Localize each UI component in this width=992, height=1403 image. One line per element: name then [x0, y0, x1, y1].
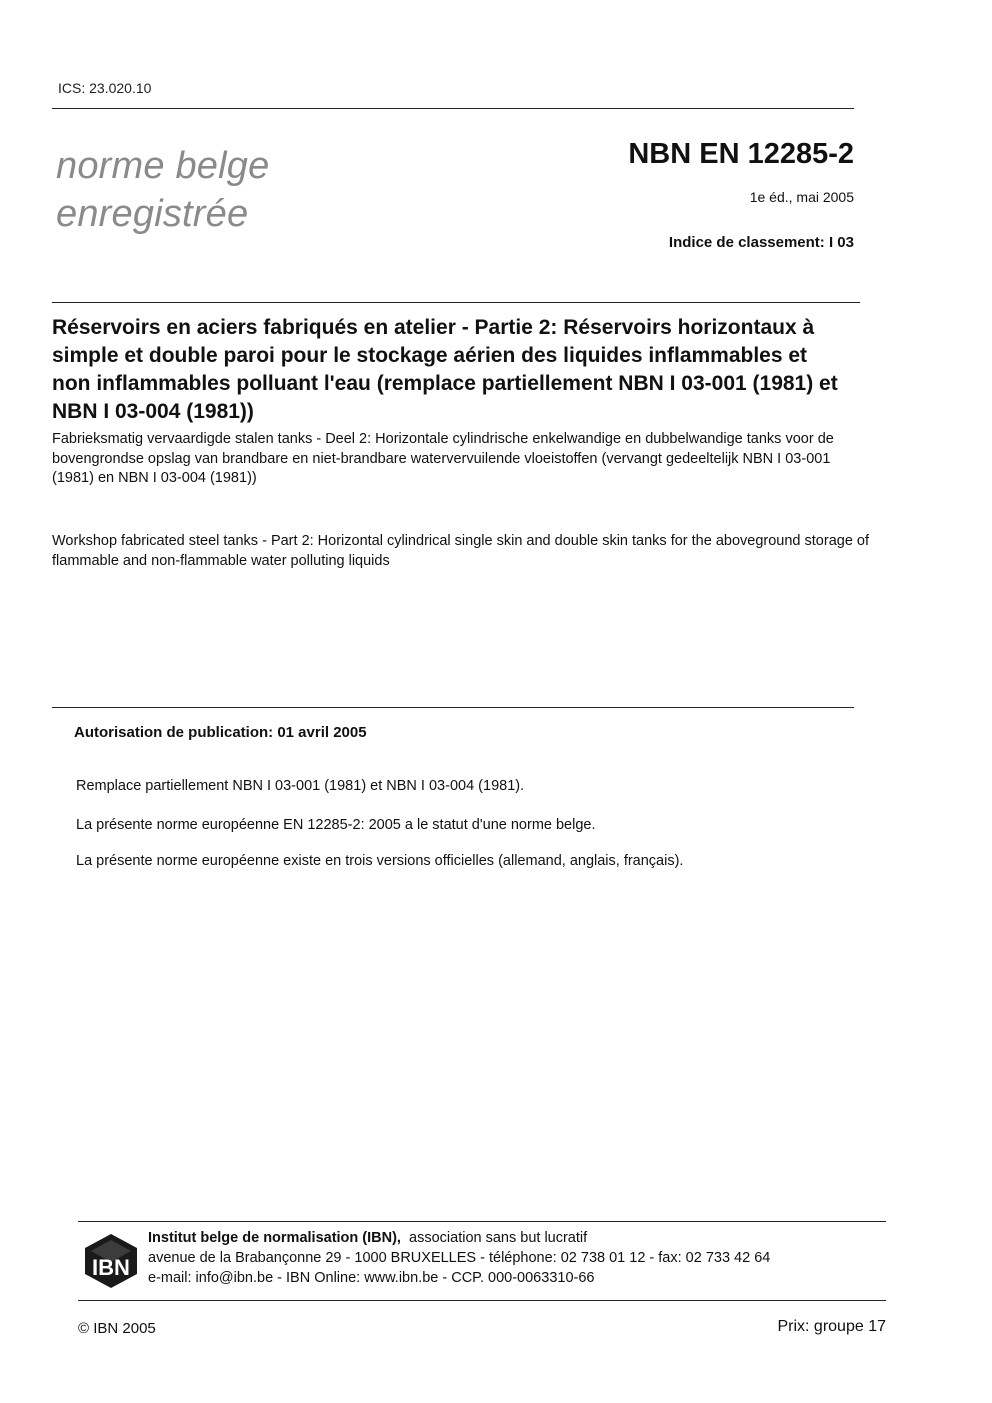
price-group: Prix: groupe 17 — [777, 1318, 886, 1335]
institute-address: avenue de la Brabançonne 29 - 1000 BRUXELLES - téléphone: 02 738 01 12 - fax: 02 733 42 64 — [148, 1250, 771, 1266]
publication-rule — [52, 707, 854, 708]
edition-date: 1e éd., mai 2005 — [749, 189, 854, 205]
publication-authorisation: Autorisation de publication: 01 avril 2005 — [74, 724, 367, 741]
brand-line-1: norme belge — [56, 145, 270, 187]
institute-line — [148, 1228, 770, 1248]
brand-line-2: enregistrée — [56, 193, 249, 235]
institute-name: Institut belge de normalisation (IBN), — [148, 1230, 401, 1246]
title-french: Réservoirs en aciers fabriqués en atelier - Partie 2: Réservoirs horizontaux à simple et double paroi pour le stockage aérien des liquides inflammables et non inflammables polluant l'eau (remplace partiellement NBN I 03-001 (1981) et NBN I 03-004 (1981)) — [52, 316, 838, 423]
standard-number: NBN EN 12285-2 — [628, 138, 854, 170]
institute-suffix: association sans but lucratif — [400, 1230, 588, 1246]
institute-contact: e-mail: info@ibn.be - IBN Online: www.ibn.be - CCP. 000-0063310-66 — [148, 1270, 595, 1286]
top-rule — [52, 108, 854, 109]
brand-label — [56, 142, 476, 238]
paragraph-versions: La présente norme européenne existe en trois versions officielles (allemand, anglais, français). — [76, 853, 684, 869]
ibn-logo-text: IBN — [92, 1255, 130, 1280]
title-dutch: Fabrieksmatig vervaardigde stalen tanks - Deel 2: Horizontale cylindrische enkelwandige en dubbelwandige tanks voor de bovengrondse opslag van brandbare en niet-brandbare watervervuilende vloeistoffen (vervangt gedeeltelijk NBN I 03-001 (1981) en NBN I 03-004 (1981)) — [52, 431, 834, 486]
ics-code: ICS: 23.020.10 — [58, 80, 152, 96]
paragraph-status: La présente norme européenne EN 12285-2: 2005 a le statut d'une norme belge. — [76, 817, 596, 833]
ibn-logo-icon — [82, 1232, 140, 1290]
title-english: Workshop fabricated steel tanks - Part 2: Horizontal cylindrical single skin and double skin tanks for the aboveground storage of flammable and non-flammable water polluting liquids — [52, 533, 870, 569]
institute-block — [148, 1228, 770, 1288]
copyright: © IBN 2005 — [78, 1320, 156, 1337]
title-rule — [52, 302, 860, 303]
footer-top-rule — [78, 1221, 886, 1222]
classification-index: Indice de classement: I 03 — [668, 234, 854, 251]
paragraph-replaces: Remplace partiellement NBN I 03-001 (1981) et NBN I 03-004 (1981). — [76, 778, 525, 794]
footer-bottom-rule — [78, 1300, 886, 1301]
